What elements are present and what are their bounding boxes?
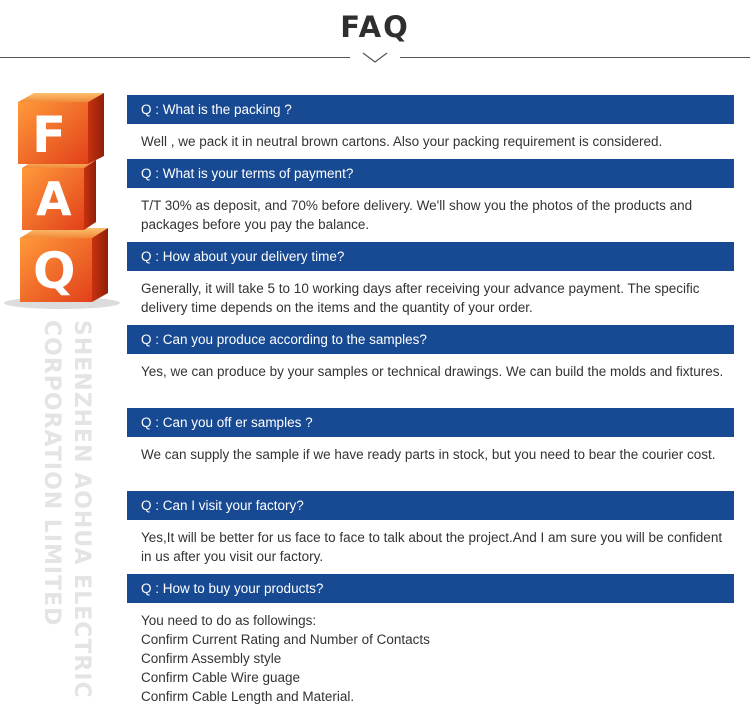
- faq-item: [127, 159, 734, 242]
- page-header: [0, 0, 750, 70]
- faq-answer: We can supply the sample if we have ready parts in stock, but you need to bear the courier cost.: [141, 447, 716, 462]
- faq-question: Q : Can you produce according to the samples?: [127, 325, 734, 354]
- watermark-line-2: CORPORATION LIMITED: [39, 320, 64, 627]
- faq-answer: Well , we pack it in neutral brown cartons. Also your packing requirement is considered.: [141, 134, 663, 149]
- header-divider-left: [0, 57, 350, 58]
- faq-answer: Generally, it will take 5 to 10 working days after receiving your advance payment. The specific delivery time depends on the items and the quantity of your order.: [141, 281, 700, 315]
- faq-answer: Yes, we can produce by your samples or technical drawings. We can build the molds and fixtures.: [141, 364, 724, 379]
- faq-answer: Yes,It will be better for us face to face to talk about the project.And I am sure you will be confident in us after you visit our factory.: [141, 530, 723, 564]
- faq-item: [127, 574, 734, 715]
- faq-list: [127, 95, 734, 715]
- faq-item: [127, 325, 734, 408]
- faq-item: [127, 491, 734, 574]
- faq-item: [127, 95, 734, 159]
- header-divider-right: [400, 57, 750, 58]
- page-title: FAQ: [340, 10, 410, 44]
- cube-letter-q: Q: [33, 242, 76, 300]
- faq-item: [127, 242, 734, 325]
- faq-question: Q : What is your terms of payment?: [127, 159, 734, 188]
- faq-item: [127, 408, 734, 491]
- faq-question: Q : Can I visit your factory?: [127, 491, 734, 520]
- faq-question: Q : How about your delivery time?: [127, 242, 734, 271]
- cube-letter-a: A: [36, 172, 72, 226]
- company-watermark: [36, 320, 96, 699]
- faq-question: Q : How to buy your products?: [127, 574, 734, 603]
- faq-question: Q : Can you off er samples ?: [127, 408, 734, 437]
- faq-answer: You need to do as followings: Confirm Current Rating and Number of Contacts Confirm Assembly style Confirm Cable Wire guage Confirm Cable Length and Material.: [141, 613, 430, 704]
- cube-letter-f: F: [32, 106, 67, 164]
- faq-answer: T/T 30% as deposit, and 70% before delivery. We'll show you the photos of the products and packages before you pay the balance.: [141, 198, 693, 232]
- chevron-down-icon: [362, 52, 388, 64]
- faq-question: Q : What is the packing ?: [127, 95, 734, 124]
- watermark-line-1: SHENZHEN AOHUA ELECTRIC: [69, 320, 94, 699]
